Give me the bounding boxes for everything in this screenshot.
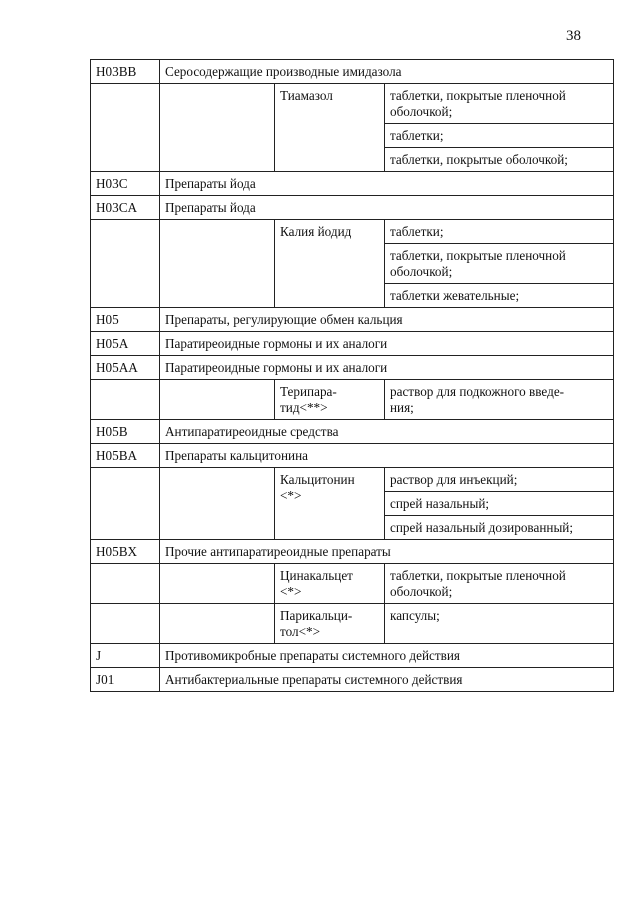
dosage-form-cell: таблетки; xyxy=(385,124,614,148)
category-row xyxy=(91,444,614,468)
empty-code-cell xyxy=(91,468,160,540)
atc-code-cell: H05BA xyxy=(91,444,160,468)
dosage-form-cell: таблетки, покрытые пленочной оболочкой; xyxy=(385,244,614,284)
dosage-form-cell: спрей назальный дозированный; xyxy=(385,516,614,540)
category-name-cell: Препараты йода xyxy=(160,196,614,220)
category-row xyxy=(91,668,614,692)
dosage-form-cell: таблетки жевательные; xyxy=(385,284,614,308)
category-name-cell: Антибактериальные препараты системного действия xyxy=(160,668,614,692)
category-row xyxy=(91,420,614,444)
atc-code-cell: H05B xyxy=(91,420,160,444)
drug-name-cell: Терипара- тид<**> xyxy=(275,380,385,420)
empty-code-cell xyxy=(91,564,160,604)
drug-name-cell: Кальцитонин <*> xyxy=(275,468,385,540)
dosage-form-cell: капсулы; xyxy=(385,604,614,644)
category-name-cell: Препараты кальцитонина xyxy=(160,444,614,468)
drug-name-cell: Цинакальцет <*> xyxy=(275,564,385,604)
category-row xyxy=(91,172,614,196)
category-name-cell: Противомикробные препараты системного действия xyxy=(160,644,614,668)
dosage-form-cell: спрей назальный; xyxy=(385,492,614,516)
drug-row xyxy=(91,380,614,420)
atc-code-cell: H03CA xyxy=(91,196,160,220)
category-name-cell: Паратиреоидные гормоны и их аналоги xyxy=(160,356,614,380)
atc-code-cell: H05 xyxy=(91,308,160,332)
drug-row xyxy=(91,604,614,644)
category-row xyxy=(91,332,614,356)
empty-name-cell xyxy=(160,604,275,644)
dosage-form-cell: таблетки; xyxy=(385,220,614,244)
drug-name-cell: Парикальци- тол<*> xyxy=(275,604,385,644)
category-row xyxy=(91,540,614,564)
category-name-cell: Прочие антипаратиреоидные препараты xyxy=(160,540,614,564)
dosage-form-cell: таблетки, покрытые оболочкой; xyxy=(385,148,614,172)
empty-code-cell xyxy=(91,604,160,644)
category-name-cell: Препараты йода xyxy=(160,172,614,196)
category-row xyxy=(91,60,614,84)
empty-code-cell xyxy=(91,220,160,308)
category-row xyxy=(91,308,614,332)
atc-code-cell: J xyxy=(91,644,160,668)
category-row xyxy=(91,196,614,220)
drug-row xyxy=(91,220,614,244)
atc-code-cell: J01 xyxy=(91,668,160,692)
category-row xyxy=(91,644,614,668)
empty-code-cell xyxy=(91,84,160,172)
empty-name-cell xyxy=(160,84,275,172)
drug-row xyxy=(91,468,614,492)
empty-code-cell xyxy=(91,380,160,420)
page-number: 38 xyxy=(566,28,581,44)
category-name-cell: Паратиреоидные гормоны и их аналоги xyxy=(160,332,614,356)
drug-name-cell: Тиамазол xyxy=(275,84,385,172)
atc-code-cell: H03C xyxy=(91,172,160,196)
empty-name-cell xyxy=(160,468,275,540)
category-row xyxy=(91,356,614,380)
dosage-form-cell: раствор для инъекций; xyxy=(385,468,614,492)
dosage-form-cell: таблетки, покрытые пленочной оболочкой; xyxy=(385,564,614,604)
atc-code-cell: H03BB xyxy=(91,60,160,84)
drug-name-cell: Калия йодид xyxy=(275,220,385,308)
atc-code-cell: H05A xyxy=(91,332,160,356)
drug-row xyxy=(91,564,614,604)
category-name-cell: Серосодержащие производные имидазола xyxy=(160,60,614,84)
dosage-form-cell: раствор для подкожного введе- ния; xyxy=(385,380,614,420)
dosage-form-cell: таблетки, покрытые пленочной оболочкой; xyxy=(385,84,614,124)
category-name-cell: Антипаратиреоидные средства xyxy=(160,420,614,444)
drug-classification-table xyxy=(90,59,614,692)
empty-name-cell xyxy=(160,564,275,604)
category-name-cell: Препараты, регулирующие обмен кальция xyxy=(160,308,614,332)
atc-code-cell: H05AA xyxy=(91,356,160,380)
empty-name-cell xyxy=(160,220,275,308)
drug-row xyxy=(91,84,614,124)
empty-name-cell xyxy=(160,380,275,420)
atc-code-cell: H05BX xyxy=(91,540,160,564)
